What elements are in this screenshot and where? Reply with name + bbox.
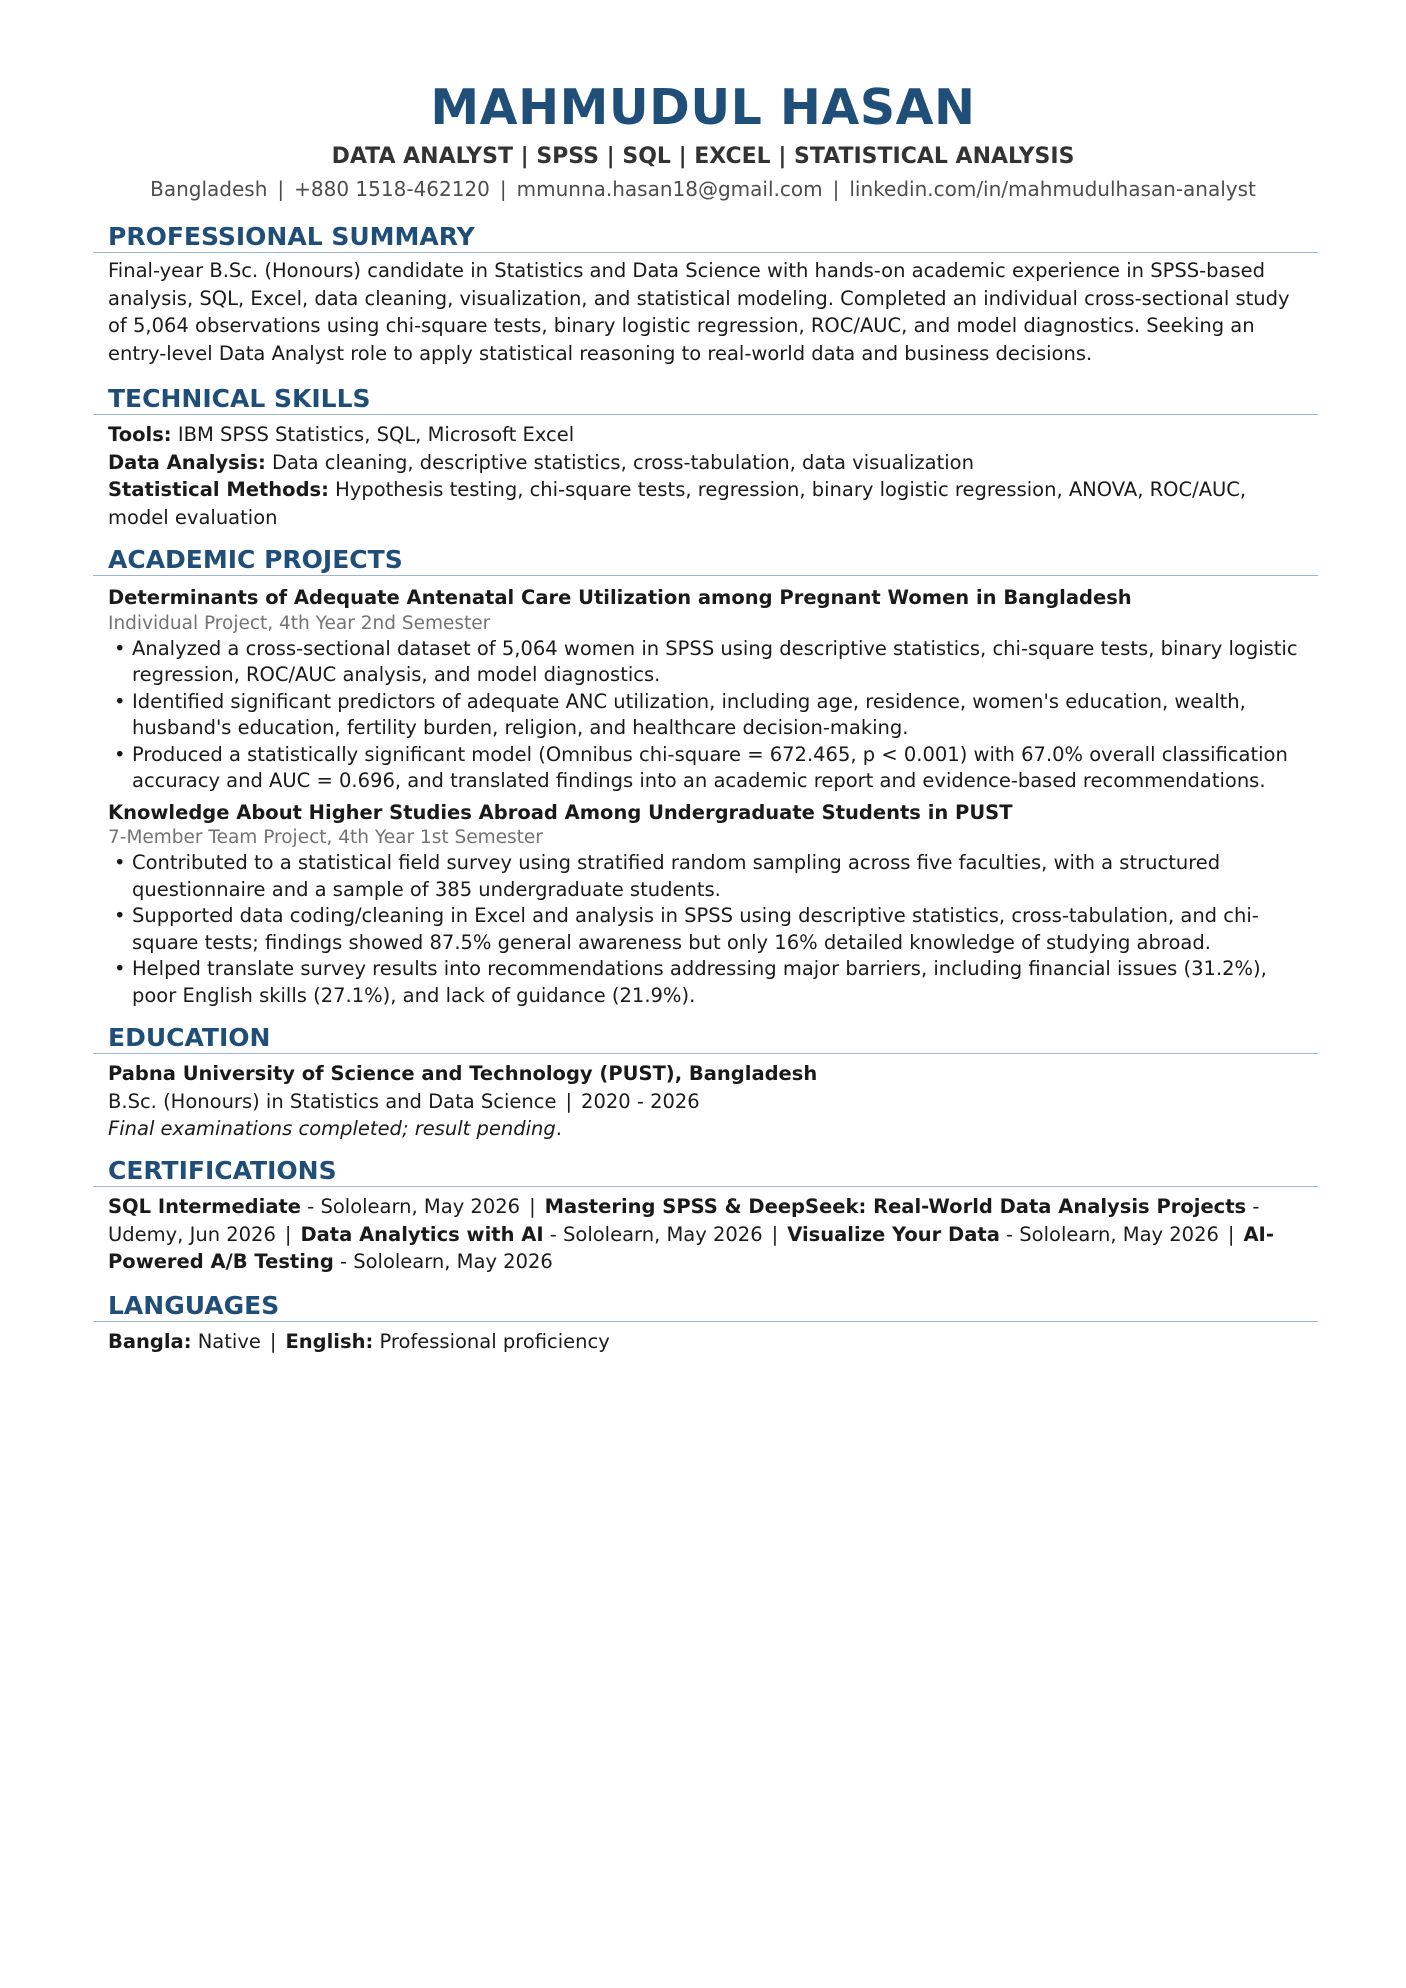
contact-separator: | — [832, 177, 840, 201]
project-bullet: • Produced a statistically significant model (Omnibus chi-square = 672.465, p < 0.001) with 67.0% overall classification accuracy and AUC = 0.696, and translated findings into an academic report and evidence-based recommendations. — [108, 742, 1303, 795]
project-bullet: • Helped translate survey results into recommendations addressing major barriers, including financial issues (31.2%), poor English skills (27.1%), and lack of guidance (21.9%). — [108, 956, 1303, 1009]
skill-row-data-analysis — [108, 449, 1303, 477]
project-title: Knowledge About Higher Studies Abroad Among Undergraduate Students in PUST — [108, 800, 1013, 824]
skill-row-statistical-methods — [108, 476, 1303, 531]
language-value: Professional proficiency — [379, 1330, 610, 1353]
projects-list — [93, 576, 1318, 1009]
project-subtitle: Individual Project, 4th Year 2nd Semester — [108, 612, 491, 634]
skill-label: Tools: — [108, 423, 172, 446]
certification-item — [108, 1195, 520, 1218]
certifications-body — [93, 1187, 1318, 1276]
contact-phone: +880 1518-462120 — [294, 177, 490, 201]
certification-detail: - Sololearn, May 2026 — [999, 1222, 1219, 1246]
project-title: Determinants of Adequate Antenatal Care Utilization among Pregnant Women in Bangladesh — [108, 586, 1132, 609]
summary-text: Final-year B.Sc. (Honours) candidate in Statistics and Data Science with hands-on academic experience in SPSS-based analysis, SQL, Excel, data cleaning, visualization, and statistical modeling. Completed an individual cross-sectional study of 5,064 observations using chi-square tests, binary logistic regression, ROC/AUC, and model diagnostics. Seeking an entry-level Data Analyst role to apply statistical reasoning to real-world data and business decisions. — [108, 259, 1290, 365]
certifications-section — [93, 1155, 1318, 1276]
section-title-languages: LANGUAGES — [93, 1290, 1318, 1322]
skill-label: Data Analysis: — [108, 450, 266, 474]
separator: | — [1227, 1222, 1235, 1246]
education-degree-line — [108, 1088, 1303, 1116]
summary-section — [93, 221, 1318, 367]
language-label: Bangla: — [108, 1330, 192, 1353]
languages-section — [93, 1290, 1318, 1356]
certification-item — [787, 1223, 1219, 1246]
certification-detail: - Sololearn, May 2026 — [333, 1250, 553, 1273]
education-section — [93, 1022, 1318, 1143]
certification-detail: - Udemy, Jun 2026 — [108, 1195, 1260, 1246]
separator: | — [269, 1330, 277, 1353]
language-label: English: — [285, 1330, 374, 1353]
section-title-education: EDUCATION — [93, 1022, 1318, 1054]
skill-value: Hypothesis testing, chi-square tests, regression, binary logistic regression, ANOVA, ROC/AUC, model evaluation — [108, 478, 1247, 529]
education-note: Final examinations completed; result pending — [108, 1117, 556, 1140]
project-bullet: • Contributed to a statistical field survey using stratified random sampling across five faculties, with a structured questionnaire and a sample of 385 undergraduate students. — [108, 850, 1303, 903]
skill-value: Data cleaning, descriptive statistics, cross-tabulation, data visualization — [272, 450, 974, 474]
candidate-name: MAHMUDUL HASAN — [430, 79, 976, 136]
headline: DATA ANALYST | SPSS | SQL | EXCEL | STATISTICAL ANALYSIS — [331, 144, 1075, 169]
skills-list — [93, 415, 1318, 531]
resume-header — [0, 78, 1406, 204]
section-title-skills: TECHNICAL SKILLS — [93, 383, 1318, 415]
education-degree: B.Sc. (Honours) in Statistics and Data Science — [108, 1089, 557, 1113]
certification-name: AI-Powered A/B Testing — [108, 1222, 1274, 1273]
project-bullet: • Supported data coding/cleaning in Excel and analysis in SPSS using descriptive statistics, cross-tabulation, and chi-square tests; findings showed 87.5% general awareness but only 16% detailed knowledge of studying abroad. — [108, 903, 1303, 956]
section-title-certifications: CERTIFICATIONS — [93, 1155, 1318, 1187]
education-institution: Pabna University of Science and Technology (PUST), Bangladesh — [108, 1062, 818, 1085]
project-bullets — [108, 850, 1303, 1009]
language-value: Native — [197, 1330, 261, 1353]
skill-value: IBM SPSS Statistics, SQL, Microsoft Excel — [177, 423, 575, 446]
education-note-end: . — [555, 1117, 562, 1140]
section-title-summary: PROFESSIONAL SUMMARY — [93, 221, 1318, 253]
contact-email[interactable]: mmunna.hasan18@gmail.com — [516, 177, 823, 201]
separator: | — [529, 1195, 536, 1218]
project-item — [108, 799, 1303, 1010]
projects-section — [93, 544, 1318, 1009]
skill-label: Statistical Methods: — [108, 478, 329, 501]
contact-separator: | — [499, 177, 507, 201]
certification-detail: - Sololearn, May 2026 — [543, 1222, 763, 1246]
education-note-line — [108, 1115, 1303, 1143]
project-bullets — [108, 636, 1303, 795]
languages-body — [93, 1322, 1318, 1356]
separator: | — [284, 1222, 292, 1246]
project-item — [108, 584, 1303, 795]
separator: | — [771, 1222, 779, 1246]
contact-linkedin[interactable]: linkedin.com/in/mahmudulhasan-analyst — [849, 177, 1256, 201]
certification-name: SQL Intermediate — [108, 1195, 302, 1218]
separator: | — [565, 1089, 573, 1113]
project-bullet: • Identified significant predictors of adequate ANC utilization, including age, residence, women's education, wealth, husband's education, fertility burden, religion, and healthcare decision-making. — [108, 689, 1303, 742]
contact-separator: | — [277, 177, 285, 201]
education-body — [93, 1054, 1318, 1143]
contact-location: Bangladesh — [150, 177, 268, 201]
certification-item — [300, 1223, 762, 1246]
certification-name: Visualize Your Data — [787, 1222, 1000, 1246]
education-years: 2020 - 2026 — [581, 1089, 700, 1113]
certification-name: Data Analytics with AI — [300, 1222, 544, 1246]
skills-section — [93, 383, 1318, 531]
section-title-projects: ACADEMIC PROJECTS — [93, 544, 1318, 576]
contact-line — [0, 174, 1406, 204]
skill-row-tools — [108, 421, 1303, 449]
certification-name: Mastering SPSS & DeepSeek: Real-World Data Analysis Projects — [544, 1195, 1247, 1218]
project-subtitle: 7-Member Team Project, 4th Year 1st Semester — [108, 827, 543, 848]
project-bullet: • Analyzed a cross-sectional dataset of 5,064 women in SPSS using descriptive statistics, chi-square tests, binary logistic regression, ROC/AUC analysis, and model diagnostics. — [108, 636, 1303, 689]
certification-detail: - Sololearn, May 2026 — [301, 1195, 521, 1218]
